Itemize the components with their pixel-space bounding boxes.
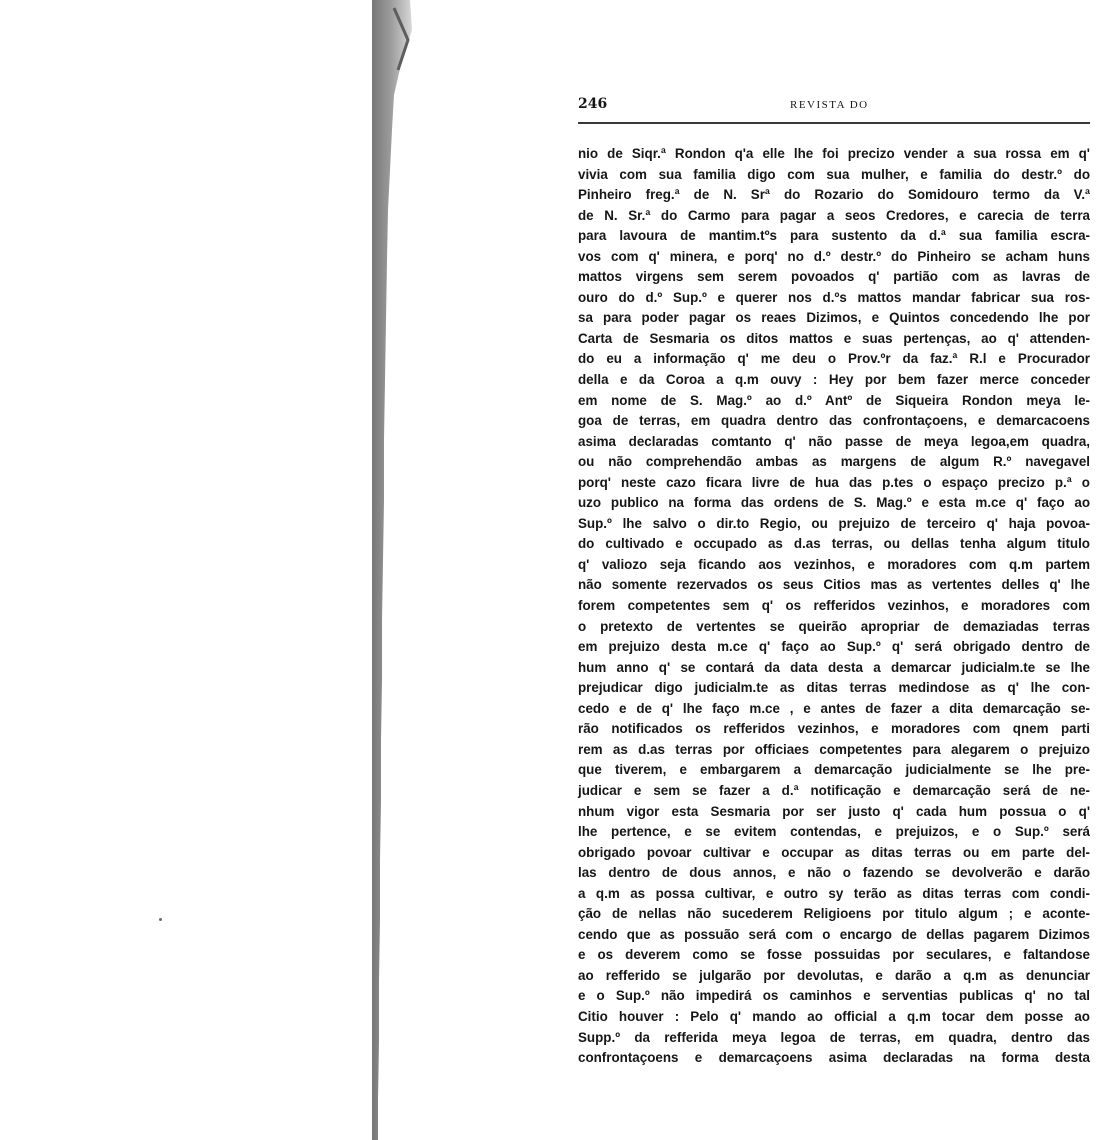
text-line: não somente rezervados os seus Citios mas as vertentes delles q' lhe: [578, 577, 1090, 593]
page-number: 246: [578, 96, 608, 112]
text-line: do eu a informação q' me deu o Prov.ºr da faz.ª R.l e Procurador: [578, 351, 1090, 367]
text-line: ouro do d.º Sup.º e querer nos d.ºs mattos mandar fabricar sua ros-: [578, 289, 1090, 305]
text-line: hum anno q' se contará da data desta a demarcar judicialm.te se lhe: [578, 659, 1090, 675]
binding-gutter-shadow: [372, 0, 414, 1140]
text-line: rão notificados os refferidos vezinhos, e moradores com qnem parti: [578, 721, 1090, 737]
text-line: e o Sup.º não impedirá os caminhos e serventias publicas q' no tal: [578, 988, 1090, 1004]
text-line: sa para poder pagar os reaes Dizimos, e Quintos concedendo lhe por: [578, 310, 1090, 326]
text-line: rem as d.as terras por officiaes competentes para alegarem o prejuizo: [578, 741, 1090, 757]
text-line: Pinheiro freg.ª de N. Srª do Rozario do Somidouro termo da V.ª: [578, 187, 1090, 203]
running-title: REVISTA DO: [790, 99, 869, 111]
text-line: ção de nellas não sucederem Religioens por titulo algum ; e aconte-: [578, 906, 1090, 922]
text-line: ou não comprehendão ambas as margens de algum R.º navegavel: [578, 454, 1090, 470]
text-line: goa de terras, em quadra dentro das confrontaçoens, e demarcacoens: [578, 413, 1090, 429]
text-line: para lavoura de mantim.tºs para sustento da d.ª sua familia escra-: [578, 228, 1090, 244]
text-line: a q.m as possa cultivar, e outro sy terão as ditas terras com condi-: [578, 885, 1090, 901]
text-line: em prejuizo desta m.ce q' faço ao Sup.º q' será obrigado dentro de: [578, 639, 1090, 655]
text-line: mattos virgens sem serem povoados q' partião com as lavras de: [578, 269, 1090, 285]
text-line: em nome de S. Mag.º ao d.º Antº de Siqueira Rondon meya le-: [578, 392, 1090, 408]
text-line: porq' neste cazo ficara livre de hua das p.tes o espaço precizo p.ª o: [578, 474, 1090, 490]
text-line: vivia com sua familia digo com sua mulher, e familia do destr.º do: [578, 166, 1090, 182]
text-line: de N. Sr.ª do Carmo para pagar a seos Credores, e carecia de terra: [578, 207, 1090, 223]
running-head: [578, 96, 1090, 124]
body-text: [578, 144, 1090, 1069]
text-line: q' valiozo seja ficando aos vezinhos, e moradores com q.m partem: [578, 556, 1090, 572]
text-line: las dentro de dous annos, e não o fazendo se devolverão e darão: [578, 865, 1090, 881]
text-line: vos com q' minera, e porq' no d.º destr.º do Pinheiro se acham huns: [578, 248, 1090, 264]
text-line: Citio houver : Pelo q' mando ao official a q.m tocar dem posse ao: [578, 1008, 1090, 1024]
text-line: e os deverem como se fosse possuidas por seculares, e faltandose: [578, 947, 1090, 963]
text-line: cendo que as possuão será com o encargo de dellas pagarem Dizimos: [578, 926, 1090, 942]
text-line: della e da Coroa a q.m ouvy : Hey por bem fazer merce conceder: [578, 372, 1090, 388]
text-line: asima declaradas comtanto q' não passe de meya legoa,em quadra,: [578, 433, 1090, 449]
text-line: forem competentes sem q' os refferidos vezinhos, e moradores com: [578, 598, 1090, 614]
book-page: [578, 96, 1090, 1069]
text-line: prejudicar digo judicialm.te as ditas terras medindose as q' lhe con-: [578, 680, 1090, 696]
text-line: nio de Siqr.ª Rondon q'a elle lhe foi precizo vender a sua rossa em q': [578, 146, 1090, 161]
scan-speck: [159, 918, 162, 921]
text-line: confrontaçoens e demarcaçoens asima declaradas na forma desta: [578, 1050, 1090, 1066]
text-line: que tiverem, e embargarem a demarcação judicialmente se lhe pre-: [578, 762, 1090, 778]
text-line: obrigado povoar cultivar e occupar as ditas terras ou em parte del-: [578, 844, 1090, 860]
text-line: judicar e sem se fazer a d.ª notificação e demarcação será de ne-: [578, 782, 1090, 798]
text-line: uzo publico na forma das ordens de S. Mag.º e esta m.ce q' faço ao: [578, 495, 1090, 511]
text-line: nhum vigor esta Sesmaria por ser justo q' cada hum possua o q': [578, 803, 1090, 819]
text-line: o pretexto de vertentes se queirão apropriar de demaziadas terras: [578, 618, 1090, 634]
text-line: Carta de Sesmaria os ditos mattos e suas pertenças, ao q' attenden-: [578, 330, 1090, 346]
text-line: lhe pertence, e se evitem contendas, e prejuizos, e o Sup.º será: [578, 824, 1090, 840]
text-line: Sup.º lhe salvo o dir.to Regio, ou prejuizo de terceiro q' haja povoa-: [578, 515, 1090, 531]
text-line: ao refferido se julgarão por devolutas, e darão a q.m as denunciar: [578, 967, 1090, 983]
text-line: cedo e de q' lhe faço m.ce , e antes de fazer a dita demarcação se-: [578, 700, 1090, 716]
text-line: do cultivado e occupado as d.as terras, ou dellas tenha algum titulo: [578, 536, 1090, 552]
text-line: Supp.º da refferida meya legoa de terras, em quadra, dentro das: [578, 1029, 1090, 1045]
